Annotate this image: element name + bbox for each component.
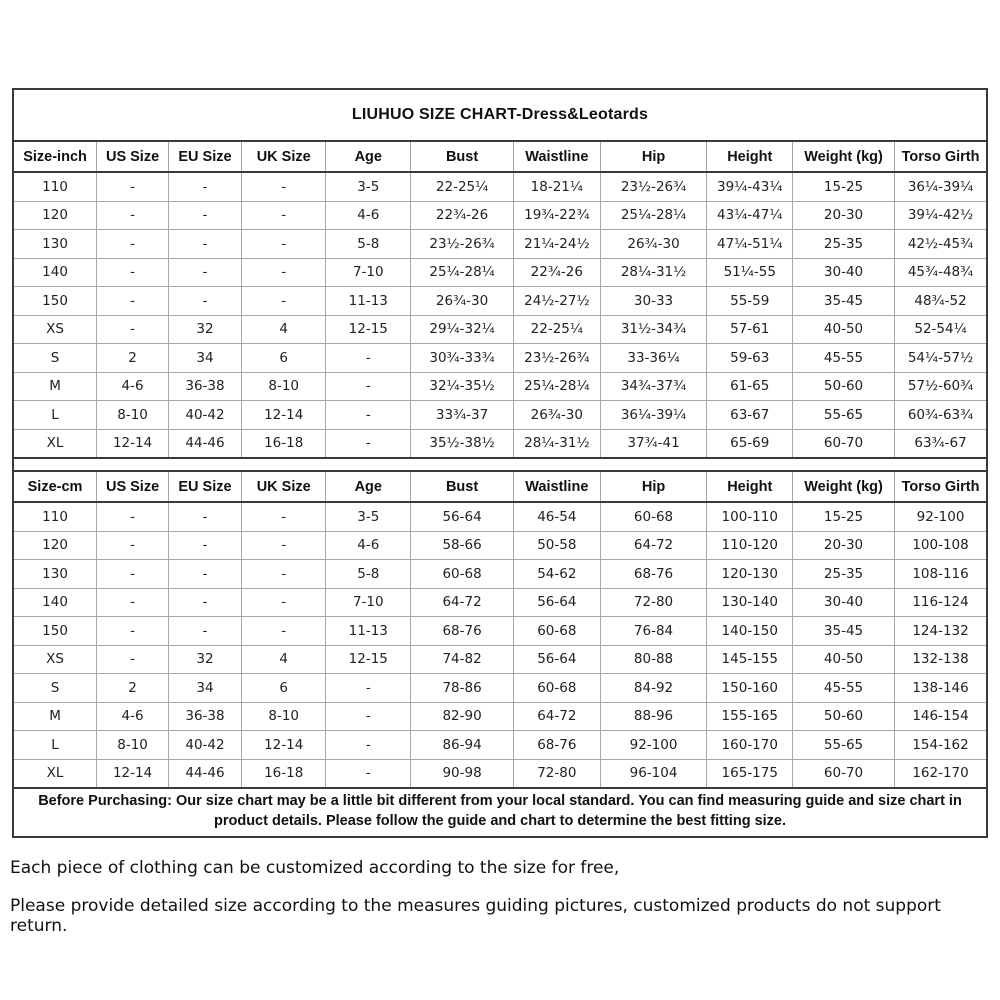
table-cell: 4-6 <box>326 531 411 560</box>
table-cell: 28¼-31½ <box>600 258 707 287</box>
column-header: Height <box>707 142 793 172</box>
table-cell: 35-45 <box>793 287 895 316</box>
table-cell: 130-140 <box>707 588 793 617</box>
table-cell: 74-82 <box>411 645 514 674</box>
table-cell: 34 <box>169 344 242 373</box>
column-header: UK Size <box>241 142 326 172</box>
table-cell: - <box>326 731 411 760</box>
table-cell: 16-18 <box>241 429 326 457</box>
table-cell: 40-50 <box>793 645 895 674</box>
table-cell: 76-84 <box>600 617 707 646</box>
table-cell: 45-55 <box>793 344 895 373</box>
table-cell: 60-68 <box>514 617 601 646</box>
table-cell: 116-124 <box>895 588 986 617</box>
table-cell: 23½-26¾ <box>411 230 514 259</box>
table-cell: 12-14 <box>97 429 169 457</box>
column-header: Weight (kg) <box>793 142 895 172</box>
table-cell: 30-40 <box>793 258 895 287</box>
table-cell: 2 <box>97 674 169 703</box>
table-cell: - <box>97 531 169 560</box>
table-cell: 60-70 <box>793 759 895 787</box>
table-cell: L <box>14 731 97 760</box>
table-cell: 59-63 <box>707 344 793 373</box>
table-row <box>14 230 986 259</box>
table-cell: 8-10 <box>97 401 169 430</box>
table-cell: 130 <box>14 560 97 589</box>
table-cell: - <box>326 702 411 731</box>
column-header: Hip <box>600 142 707 172</box>
table-cell: XS <box>14 315 97 344</box>
size-chart-frame <box>12 88 988 838</box>
table-cell: - <box>326 401 411 430</box>
table-cell: 72-80 <box>600 588 707 617</box>
table-cell: 26¾-30 <box>600 230 707 259</box>
table-cell: 60-68 <box>514 674 601 703</box>
table-cell: M <box>14 372 97 401</box>
table-cell: 5-8 <box>326 560 411 589</box>
table-cell: 39¼-43¼ <box>707 172 793 201</box>
table-cell: - <box>169 230 242 259</box>
table-cell: 110-120 <box>707 531 793 560</box>
table-cell: 65-69 <box>707 429 793 457</box>
table-cell: 31½-34¾ <box>600 315 707 344</box>
table-cell: 154-162 <box>895 731 986 760</box>
column-header: Age <box>326 472 411 502</box>
table-cell: 68-76 <box>411 617 514 646</box>
table-cell: 43¼-47¼ <box>707 201 793 230</box>
return-policy-note: Please provide detailed size according to the measures guiding pictures, customized products do not support return. <box>10 896 941 936</box>
table-cell: 150 <box>14 287 97 316</box>
table-cell: 7-10 <box>326 588 411 617</box>
header-row <box>14 142 986 172</box>
table-cell: 78-86 <box>411 674 514 703</box>
table-cell: 92-100 <box>600 731 707 760</box>
column-header: Bust <box>411 142 514 172</box>
table-cell: 40-42 <box>169 731 242 760</box>
column-header: Weight (kg) <box>793 472 895 502</box>
table-cell: 25¼-28¼ <box>411 258 514 287</box>
table-cell: 32 <box>169 645 242 674</box>
table-cell: 36-38 <box>169 702 242 731</box>
table-cell: 155-165 <box>707 702 793 731</box>
table-cell: 130 <box>14 230 97 259</box>
table-cell: 146-154 <box>895 702 986 731</box>
table-cell: 4 <box>241 645 326 674</box>
column-header: Size-inch <box>14 142 97 172</box>
table-cell: 8-10 <box>97 731 169 760</box>
size-table-inch <box>14 142 986 457</box>
table-cell: 36¼-39¼ <box>895 172 986 201</box>
table-cell: 60-70 <box>793 429 895 457</box>
table-cell: - <box>97 258 169 287</box>
table-cell: - <box>241 287 326 316</box>
table-cell: 12-14 <box>241 731 326 760</box>
table-cell: 39¼-42½ <box>895 201 986 230</box>
table-cell: 80-88 <box>600 645 707 674</box>
table-cell: 140-150 <box>707 617 793 646</box>
table-cell: 34 <box>169 674 242 703</box>
table-cell: 160-170 <box>707 731 793 760</box>
table-cell: 56-64 <box>514 588 601 617</box>
table-row <box>14 531 986 560</box>
table-cell: 124-132 <box>895 617 986 646</box>
table-row <box>14 344 986 373</box>
table-cell: 52-54¼ <box>895 315 986 344</box>
table-cell: L <box>14 401 97 430</box>
table-cell: 29¼-32¼ <box>411 315 514 344</box>
table-cell: 96-104 <box>600 759 707 787</box>
table-cell: 110 <box>14 502 97 531</box>
table-cell: 35-45 <box>793 617 895 646</box>
table-cell: 22¾-26 <box>411 201 514 230</box>
table-cell: 40-42 <box>169 401 242 430</box>
table-cell: 50-60 <box>793 702 895 731</box>
table-cell: 22¾-26 <box>514 258 601 287</box>
table-cell: 50-58 <box>514 531 601 560</box>
table-cell: 22-25¼ <box>514 315 601 344</box>
table-cell: - <box>97 315 169 344</box>
table-cell: 72-80 <box>514 759 601 787</box>
table-cell: 51¼-55 <box>707 258 793 287</box>
table-cell: 6 <box>241 344 326 373</box>
table-separator <box>14 457 986 472</box>
column-header: Waistline <box>514 472 601 502</box>
table-cell: 5-8 <box>326 230 411 259</box>
table-cell: 82-90 <box>411 702 514 731</box>
column-header: Age <box>326 142 411 172</box>
column-header: US Size <box>97 472 169 502</box>
column-header: Waistline <box>514 142 601 172</box>
table-cell: 120 <box>14 531 97 560</box>
table-cell: 30¾-33¾ <box>411 344 514 373</box>
table-cell: 8-10 <box>241 702 326 731</box>
table-cell: - <box>97 172 169 201</box>
table-cell: 162-170 <box>895 759 986 787</box>
table-cell: 60-68 <box>600 502 707 531</box>
table-cell: 23½-26¾ <box>514 344 601 373</box>
table-cell: - <box>169 531 242 560</box>
table-cell: 150 <box>14 617 97 646</box>
table-cell: - <box>97 645 169 674</box>
table-cell: 7-10 <box>326 258 411 287</box>
column-header: Torso Girth <box>895 142 986 172</box>
table-cell: 37¾-41 <box>600 429 707 457</box>
customization-note: Each piece of clothing can be customized according to the size for free, <box>10 858 620 878</box>
column-header: Size-cm <box>14 472 97 502</box>
table-cell: - <box>169 588 242 617</box>
table-cell: 68-76 <box>514 731 601 760</box>
table-row <box>14 645 986 674</box>
table-cell: 8-10 <box>241 372 326 401</box>
table-cell: 25¼-28¼ <box>600 201 707 230</box>
table-cell: 150-160 <box>707 674 793 703</box>
table-cell: 140 <box>14 258 97 287</box>
table-cell: 30-33 <box>600 287 707 316</box>
column-header: Hip <box>600 472 707 502</box>
table-row <box>14 502 986 531</box>
table-cell: - <box>326 759 411 787</box>
table-cell: - <box>169 560 242 589</box>
table-cell: 4 <box>241 315 326 344</box>
table-cell: 32¼-35½ <box>411 372 514 401</box>
table-cell: 68-76 <box>600 560 707 589</box>
table-cell: 19¾-22¾ <box>514 201 601 230</box>
table-cell: 12-14 <box>97 759 169 787</box>
table-cell: XS <box>14 645 97 674</box>
table-cell: 48¾-52 <box>895 287 986 316</box>
table-cell: 33-36¼ <box>600 344 707 373</box>
table-cell: - <box>97 588 169 617</box>
table-cell: 12-15 <box>326 645 411 674</box>
table-cell: - <box>241 172 326 201</box>
table-cell: 55-65 <box>793 731 895 760</box>
table-row <box>14 401 986 430</box>
table-cell: 61-65 <box>707 372 793 401</box>
table-cell: S <box>14 674 97 703</box>
table-row <box>14 702 986 731</box>
table-cell: 55-65 <box>793 401 895 430</box>
table-cell: 11-13 <box>326 287 411 316</box>
table-cell: 57½-60¾ <box>895 372 986 401</box>
table-cell: - <box>241 531 326 560</box>
table-row <box>14 759 986 787</box>
table-cell: - <box>326 429 411 457</box>
table-cell: S <box>14 344 97 373</box>
table-cell: 57-61 <box>707 315 793 344</box>
table-cell: - <box>241 588 326 617</box>
column-header: Height <box>707 472 793 502</box>
table-cell: - <box>97 287 169 316</box>
table-cell: 64-72 <box>411 588 514 617</box>
table-cell: 63-67 <box>707 401 793 430</box>
table-row <box>14 287 986 316</box>
table-row <box>14 429 986 457</box>
table-cell: 15-25 <box>793 502 895 531</box>
table-cell: 16-18 <box>241 759 326 787</box>
table-cell: - <box>169 172 242 201</box>
table-cell: 34¾-37¾ <box>600 372 707 401</box>
table-cell: 165-175 <box>707 759 793 787</box>
table-cell: - <box>326 372 411 401</box>
before-purchasing-note: Before Purchasing: Our size chart may be a little bit different from your local standard. You can find measuring guide and size chart in product details. Please follow the guide and chart to determine the best fitting size. <box>14 787 986 836</box>
table-cell: 30-40 <box>793 588 895 617</box>
table-row <box>14 258 986 287</box>
size-chart-title: LIUHUO SIZE CHART-Dress&Leotards <box>14 90 986 142</box>
table-cell: 145-155 <box>707 645 793 674</box>
table-cell: 4-6 <box>97 372 169 401</box>
table-cell: 60-68 <box>411 560 514 589</box>
table-row <box>14 560 986 589</box>
table-cell: 100-108 <box>895 531 986 560</box>
table-cell: 23½-26¾ <box>600 172 707 201</box>
table-cell: 45-55 <box>793 674 895 703</box>
column-header: UK Size <box>241 472 326 502</box>
table-cell: 4-6 <box>97 702 169 731</box>
table-cell: - <box>169 617 242 646</box>
table-row <box>14 372 986 401</box>
table-cell: 56-64 <box>514 645 601 674</box>
table-cell: 90-98 <box>411 759 514 787</box>
table-cell: 84-92 <box>600 674 707 703</box>
table-cell: 120 <box>14 201 97 230</box>
table-cell: 6 <box>241 674 326 703</box>
table-row <box>14 172 986 201</box>
table-row <box>14 315 986 344</box>
table-cell: 12-14 <box>241 401 326 430</box>
table-cell: 15-25 <box>793 172 895 201</box>
table-cell: 63¾-67 <box>895 429 986 457</box>
table-cell: 3-5 <box>326 502 411 531</box>
table-cell: 25-35 <box>793 230 895 259</box>
table-cell: - <box>241 201 326 230</box>
column-header: Bust <box>411 472 514 502</box>
table-cell: XL <box>14 429 97 457</box>
table-row <box>14 674 986 703</box>
table-cell: 44-46 <box>169 429 242 457</box>
table-cell: 92-100 <box>895 502 986 531</box>
table-cell: - <box>241 502 326 531</box>
table-cell: 28¼-31½ <box>514 429 601 457</box>
table-cell: - <box>326 344 411 373</box>
table-cell: 140 <box>14 588 97 617</box>
table-cell: 46-54 <box>514 502 601 531</box>
column-header: Torso Girth <box>895 472 986 502</box>
table-cell: - <box>241 560 326 589</box>
column-header: US Size <box>97 142 169 172</box>
header-row <box>14 472 986 502</box>
table-cell: 36¼-39¼ <box>600 401 707 430</box>
table-cell: 26¾-30 <box>514 401 601 430</box>
table-cell: - <box>97 560 169 589</box>
table-cell: 26¾-30 <box>411 287 514 316</box>
table-cell: - <box>169 258 242 287</box>
table-cell: 2 <box>97 344 169 373</box>
table-cell: 60¾-63¾ <box>895 401 986 430</box>
table-cell: - <box>241 617 326 646</box>
table-cell: 110 <box>14 172 97 201</box>
table-cell: 44-46 <box>169 759 242 787</box>
table-cell: XL <box>14 759 97 787</box>
table-cell: 50-60 <box>793 372 895 401</box>
table-row <box>14 731 986 760</box>
table-cell: 18-21¼ <box>514 172 601 201</box>
table-cell: 20-30 <box>793 201 895 230</box>
column-header: EU Size <box>169 142 242 172</box>
table-cell: M <box>14 702 97 731</box>
table-cell: 86-94 <box>411 731 514 760</box>
table-cell: 33¾-37 <box>411 401 514 430</box>
table-cell: 35½-38½ <box>411 429 514 457</box>
table-cell: 100-110 <box>707 502 793 531</box>
table-cell: 47¼-51¼ <box>707 230 793 259</box>
table-cell: 45¾-48¾ <box>895 258 986 287</box>
table-cell: - <box>97 230 169 259</box>
table-cell: 4-6 <box>326 201 411 230</box>
table-cell: 132-138 <box>895 645 986 674</box>
table-cell: 22-25¼ <box>411 172 514 201</box>
table-cell: 25¼-28¼ <box>514 372 601 401</box>
table-cell: 32 <box>169 315 242 344</box>
size-table-cm <box>14 472 986 787</box>
table-cell: 120-130 <box>707 560 793 589</box>
table-cell: - <box>97 502 169 531</box>
table-cell: - <box>97 617 169 646</box>
table-cell: 64-72 <box>600 531 707 560</box>
table-cell: 55-59 <box>707 287 793 316</box>
table-cell: 40-50 <box>793 315 895 344</box>
table-cell: - <box>169 201 242 230</box>
table-cell: - <box>169 502 242 531</box>
table-cell: 36-38 <box>169 372 242 401</box>
table-cell: - <box>97 201 169 230</box>
column-header: EU Size <box>169 472 242 502</box>
table-cell: 3-5 <box>326 172 411 201</box>
table-cell: - <box>169 287 242 316</box>
table-cell: 25-35 <box>793 560 895 589</box>
table-cell: 58-66 <box>411 531 514 560</box>
table-cell: 21¼-24½ <box>514 230 601 259</box>
table-row <box>14 617 986 646</box>
table-cell: 56-64 <box>411 502 514 531</box>
table-cell: 138-146 <box>895 674 986 703</box>
table-cell: - <box>326 674 411 703</box>
table-cell: 11-13 <box>326 617 411 646</box>
table-cell: - <box>241 230 326 259</box>
table-cell: 88-96 <box>600 702 707 731</box>
table-cell: 24½-27½ <box>514 287 601 316</box>
table-cell: 20-30 <box>793 531 895 560</box>
table-row <box>14 588 986 617</box>
table-cell: - <box>241 258 326 287</box>
table-row <box>14 201 986 230</box>
table-cell: 54¼-57½ <box>895 344 986 373</box>
table-cell: 108-116 <box>895 560 986 589</box>
table-cell: 54-62 <box>514 560 601 589</box>
table-cell: 12-15 <box>326 315 411 344</box>
table-cell: 64-72 <box>514 702 601 731</box>
table-cell: 42½-45¾ <box>895 230 986 259</box>
